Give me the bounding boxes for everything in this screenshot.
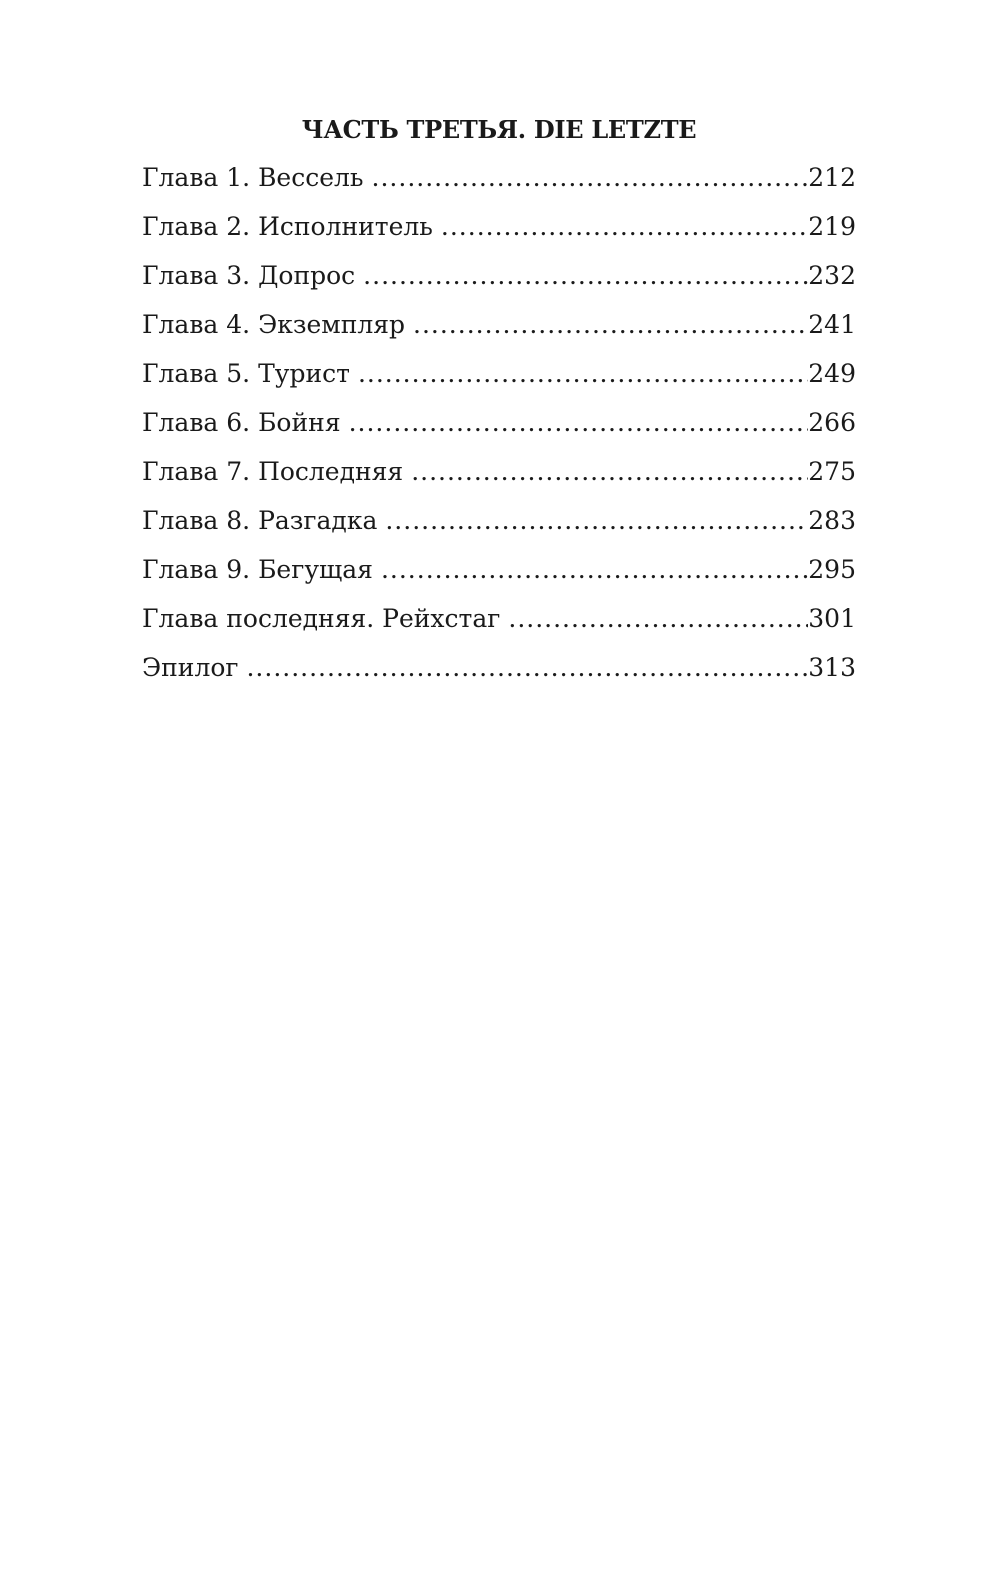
toc-entry[interactable] [142,601,856,650]
dot-leader [349,405,809,441]
dot-leader [358,356,808,392]
dot-leader [508,601,808,637]
toc-entry-page-number: 219 [808,212,856,241]
toc-entry[interactable] [142,454,856,503]
dot-leader [363,258,808,294]
dot-leader [441,209,808,245]
toc-entry-page-number: 232 [808,261,856,290]
dot-leader [381,552,808,588]
toc-entry-page-number: 275 [808,457,856,486]
toc-entry-page-number: 266 [808,408,856,437]
toc-entry[interactable] [142,405,856,454]
toc-entry-title: Глава 4. Экземпляр [142,310,406,339]
toc-entry-page-number: 295 [808,555,856,584]
toc-entry-title: Глава последняя. Рейхстаг [142,604,501,633]
toc-entry-page-number: 283 [808,506,856,535]
dot-leader [385,503,808,539]
dot-leader [413,307,808,343]
toc-entry[interactable] [142,160,856,209]
toc-entry-page-number: 313 [808,653,856,682]
toc-entry-page-number: 249 [808,359,856,388]
toc-entry-page-number: 241 [808,310,856,339]
part-title: ЧАСТЬ ТРЕТЬЯ. DIE LETZTE [301,115,697,144]
toc-entry[interactable] [142,258,856,307]
toc-entry-title: Глава 1. Вессель [142,163,364,192]
toc-list [142,160,856,699]
toc-entry-title: Глава 2. Исполнитель [142,212,433,241]
toc-entry[interactable] [142,307,856,356]
toc-entry-title: Глава 3. Допрос [142,261,356,290]
toc-entry-title: Глава 9. Бегущая [142,555,373,584]
toc-entry[interactable] [142,356,856,405]
toc-entry[interactable] [142,650,856,699]
toc-entry-title: Глава 8. Разгадка [142,506,378,535]
dot-leader [246,650,808,686]
toc-entry[interactable] [142,503,856,552]
dot-leader [372,160,809,196]
dot-leader [411,454,808,490]
toc-entry-title: Глава 7. Последняя [142,457,404,486]
toc-entry-page-number: 212 [808,163,856,192]
toc-entry[interactable] [142,552,856,601]
table-of-contents-page [142,112,856,699]
toc-entry[interactable] [142,209,856,258]
toc-entry-title: Глава 5. Турист [142,359,350,388]
toc-entry-page-number: 301 [808,604,856,633]
toc-entry-title: Эпилог [142,653,239,682]
toc-entry-title: Глава 6. Бойня [142,408,341,437]
